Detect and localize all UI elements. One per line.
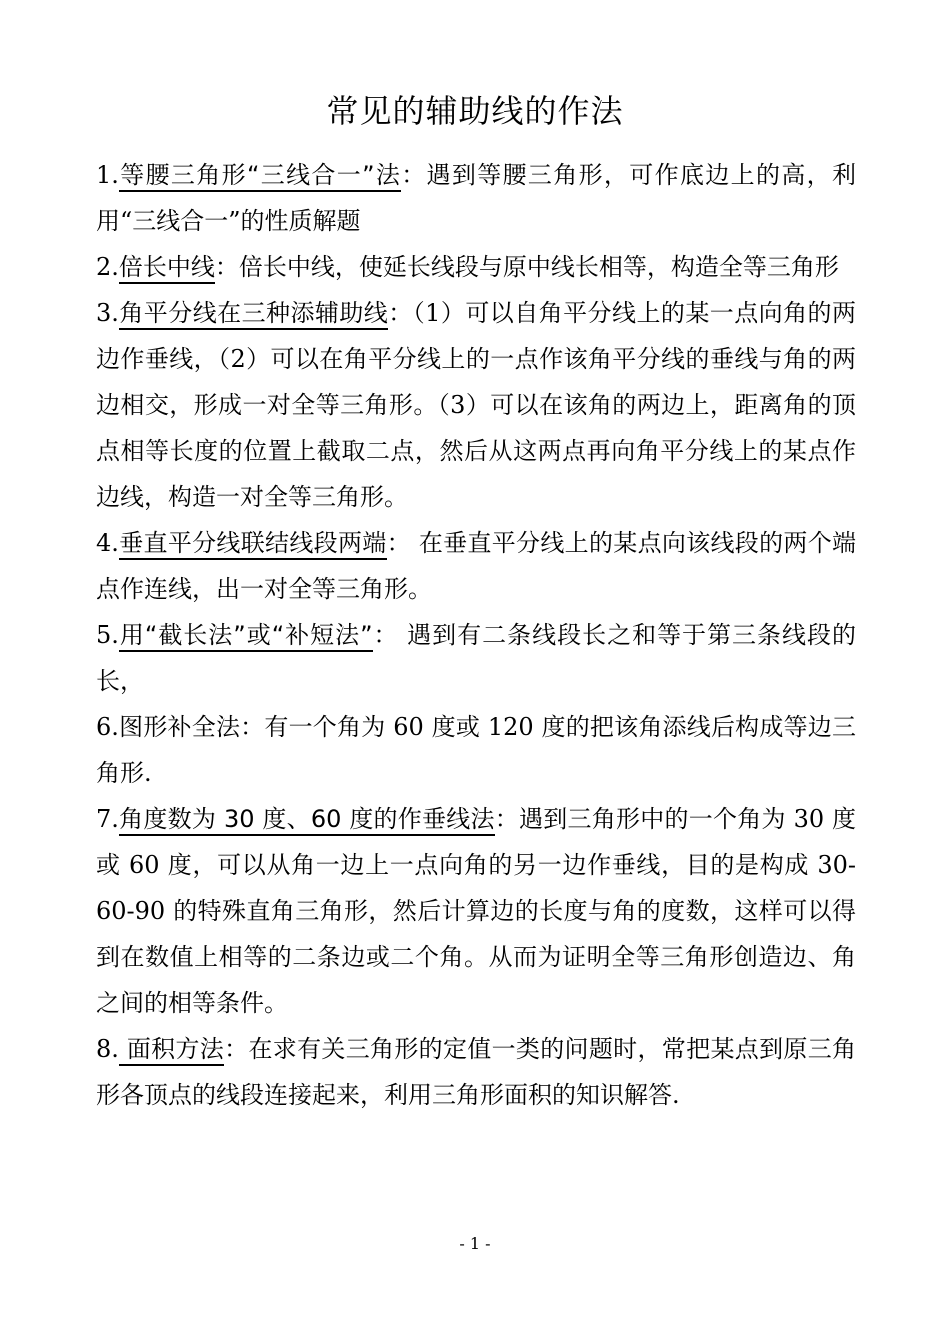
item-colon: ： xyxy=(494,805,520,833)
method-item-4 xyxy=(96,520,856,612)
item-number: 7. xyxy=(96,805,119,833)
item-heading: 角度数为 30 度、60 度的作垂线法 xyxy=(119,805,495,836)
method-item-5 xyxy=(96,612,856,704)
item-heading: 用“截长法”或“补短法” xyxy=(119,621,373,652)
item-colon: ： xyxy=(401,161,427,189)
item-heading: 等腰三角形“三线合一”法 xyxy=(119,161,401,192)
item-heading: 倍长中线 xyxy=(119,253,215,284)
item-body: 有一个角为 60 度或 120 度的把该角添线后构成等边三角形. xyxy=(96,713,857,787)
item-colon: ： xyxy=(224,1035,249,1063)
method-item-7 xyxy=(96,796,856,1026)
item-number: 5. xyxy=(96,621,119,649)
item-number: 8. xyxy=(96,1035,119,1063)
item-heading: 垂直平分线联结线段两端 xyxy=(119,529,387,560)
item-body: 遇到等腰三角形，可作底边上的高，利用“三线合一”的性质解题 xyxy=(96,161,856,235)
item-heading: 图形补全法 xyxy=(118,713,241,741)
item-number: 4. xyxy=(96,529,119,557)
item-colon: ： xyxy=(388,299,413,327)
item-body: 倍长中线，使延长线段与原中线长相等，构造全等三角形 xyxy=(238,253,839,281)
item-body: 在求有关三角形的定值一类的问题时，常把某点到原三角形各顶点的线段连接起来，利用三角形面积的知识解答. xyxy=(96,1035,857,1109)
method-item-3 xyxy=(96,290,856,520)
item-body: （1）可以自角平分线上的某一点向角的两边作垂线，（2）可以在角平分线上的一点作该角平分线的垂线与角的两边相交，形成一对全等三角形。（3）可以在该角的两边上，距离角的顶点相等长度的位置上截取二点，然后从这两点再向角平分线上的某点作边线，构造一对全等三角形。 xyxy=(96,299,857,511)
page-title: 常见的辅助线的作法 xyxy=(326,92,624,130)
item-colon: ： xyxy=(386,529,411,557)
method-item-6 xyxy=(96,704,856,796)
item-colon: ： xyxy=(372,621,399,649)
item-colon: ： xyxy=(214,253,239,281)
item-colon: ： xyxy=(240,713,265,741)
item-body: 遇到三角形中的一个角为 30 度或 60 度，可以从角一边上一点向角的另一边作垂线，目的是构成 30-60-90 的特殊直角三角形，然后计算边的长度与角的度数，这样可以得到在数值上相等的二条边或二个角。从而为证明全等三角形创造边、角之间的相等条件。 xyxy=(96,805,857,1017)
item-body: 在垂直平分线上的某点向该线段的两个端点作连线，出一对全等三角形。 xyxy=(96,529,857,603)
item-number: 2. xyxy=(96,253,119,281)
method-item-8 xyxy=(96,1026,856,1118)
item-number: 1. xyxy=(96,161,119,189)
method-list xyxy=(96,152,856,1118)
method-item-1 xyxy=(96,152,856,244)
item-body: 遇到有二条线段长之和等于第三条线段的长， xyxy=(96,621,857,695)
page-number: - 1 - xyxy=(459,1234,491,1253)
item-number: 6. xyxy=(96,713,119,741)
item-heading: 角平分线在三种添辅助线 xyxy=(119,299,388,330)
item-number: 3. xyxy=(96,299,119,327)
item-heading: 面积方法 xyxy=(119,1035,224,1066)
method-item-2 xyxy=(96,244,856,290)
